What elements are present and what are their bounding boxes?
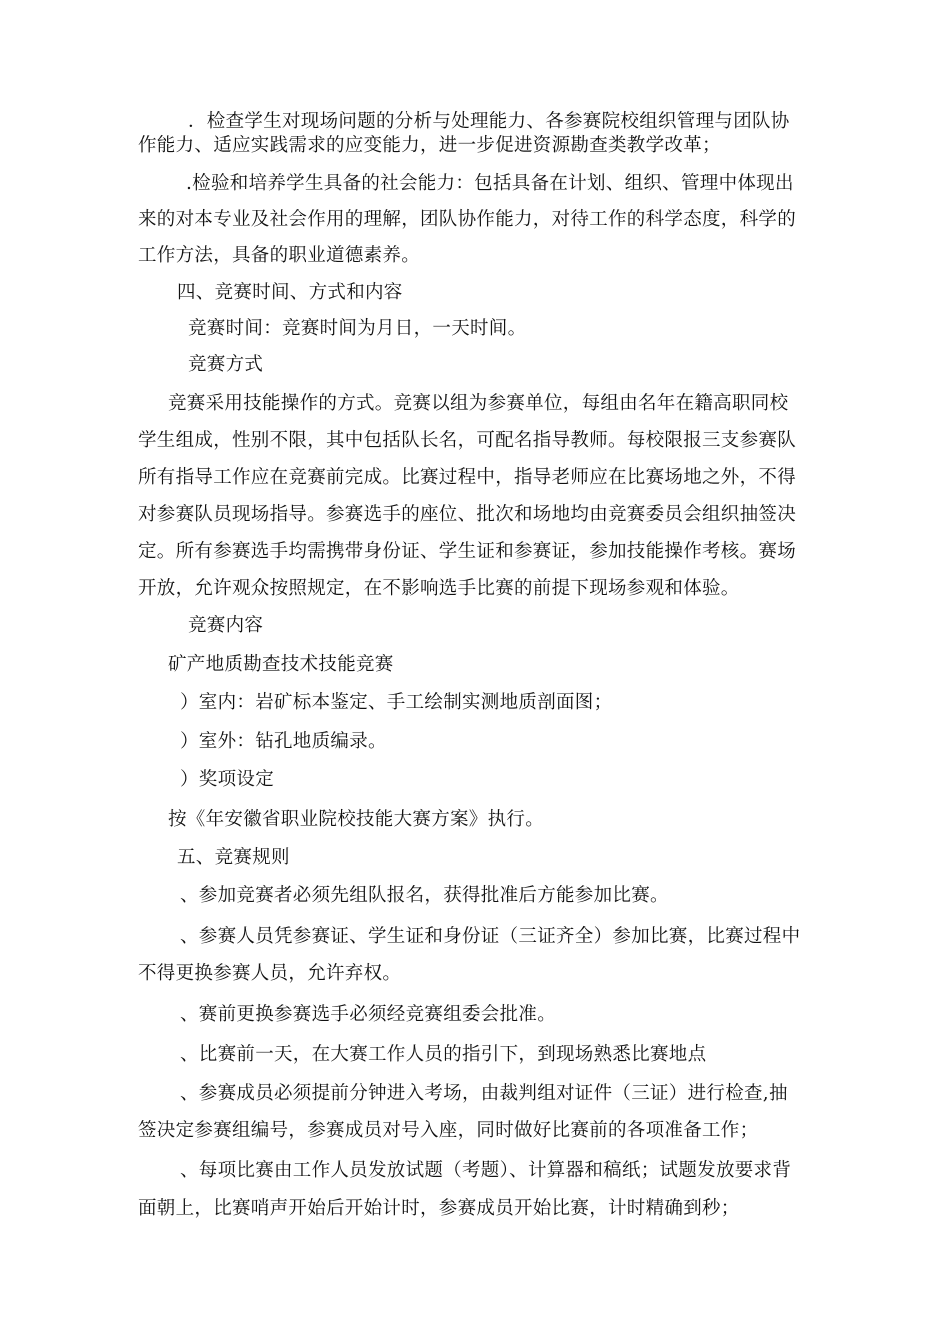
subheading: 竞赛内容 [188,615,264,636]
text-line: .检验和培养学生具备的社会能力：包括具备在计划、组织、管理中体现出 [186,173,794,194]
text-line: 工作方法，具备的职业道德素养。 [138,245,421,266]
rule-item: 、比赛前一天，在大赛工作人员的指引下，到现场熟悉比赛地点 [180,1044,707,1065]
rule-item: 、每项比赛由工作人员发放试题（考题）、计算器和稿纸；试题发放要求背 [180,1160,792,1181]
text-line: 竞赛时间：竞赛时间为月日，一天时间。 [188,318,527,339]
text-line: 面朝上，比赛哨声开始后开始计时，参赛成员开始比赛，计时精确到秒； [138,1198,740,1219]
text-line: ．检查学生对现场问题的分析与处理能力、各参赛院校组织管理与团队协 [188,111,790,132]
text-line: 按《年安徽省职业院校技能大赛方案》执行。 [168,809,545,830]
text-line: 学生组成，性别不限，其中包括队长名，可配名指导教师。每校限报三支参赛队 [138,430,797,451]
text-line: 不得更换参赛人员，允许弃权。 [138,963,402,984]
text-line: 开放，允许观众按照规定，在不影响选手比赛的前提下现场参观和体验。 [138,578,740,599]
text-line: 作能力、适应实践需求的应变能力，进一步促进资源勘查类教学改革； [138,135,721,156]
rule-item: 、参加竞赛者必须先组队报名，获得批准后方能参加比赛。 [180,885,669,906]
rule-item: 、赛前更换参赛选手必须经竞赛组委会批准。 [180,1004,557,1025]
section-heading: 五、竞赛规则 [177,847,290,868]
text-line: 签决定参赛组编号，参赛成员对号入座，同时做好比赛前的各项准备工作； [138,1120,759,1141]
rule-item: 、参赛人员凭参赛证、学生证和身份证（三证齐全）参加比赛，比赛过程中 [180,926,801,947]
text-line: 所有指导工作应在竞赛前完成。比赛过程中，指导老师应在比赛场地之外，不得 [138,467,797,488]
list-item: ）室内：岩矿标本鉴定、手工绘制实测地质剖面图； [180,692,613,713]
text-line: 对参赛队员现场指导。参赛选手的座位、批次和场地均由竞赛委员会组织抽签决 [138,504,797,525]
rule-item: 、参赛成员必须提前分钟进入考场，由裁判组对证件（三证）进行检查,抽 [180,1083,788,1104]
text-line: 竞赛采用技能操作的方式。竞赛以组为参赛单位，每组由名年在籍高职同校 [168,393,789,414]
section-heading: 四、竞赛时间、方式和内容 [177,282,403,303]
text-line: 矿产地质勘查技术技能竞赛 [168,654,394,675]
list-item: ）奖项设定 [180,769,275,790]
list-item: ）室外：钻孔地质编录。 [180,731,387,752]
text-line: 定。所有参赛选手均需携带身份证、学生证和参赛证，参加技能操作考核。赛场 [138,541,797,562]
text-line: 来的对本专业及社会作用的理解，团队协作能力，对待工作的科学态度，科学的 [138,209,797,230]
subheading: 竞赛方式 [188,354,264,375]
